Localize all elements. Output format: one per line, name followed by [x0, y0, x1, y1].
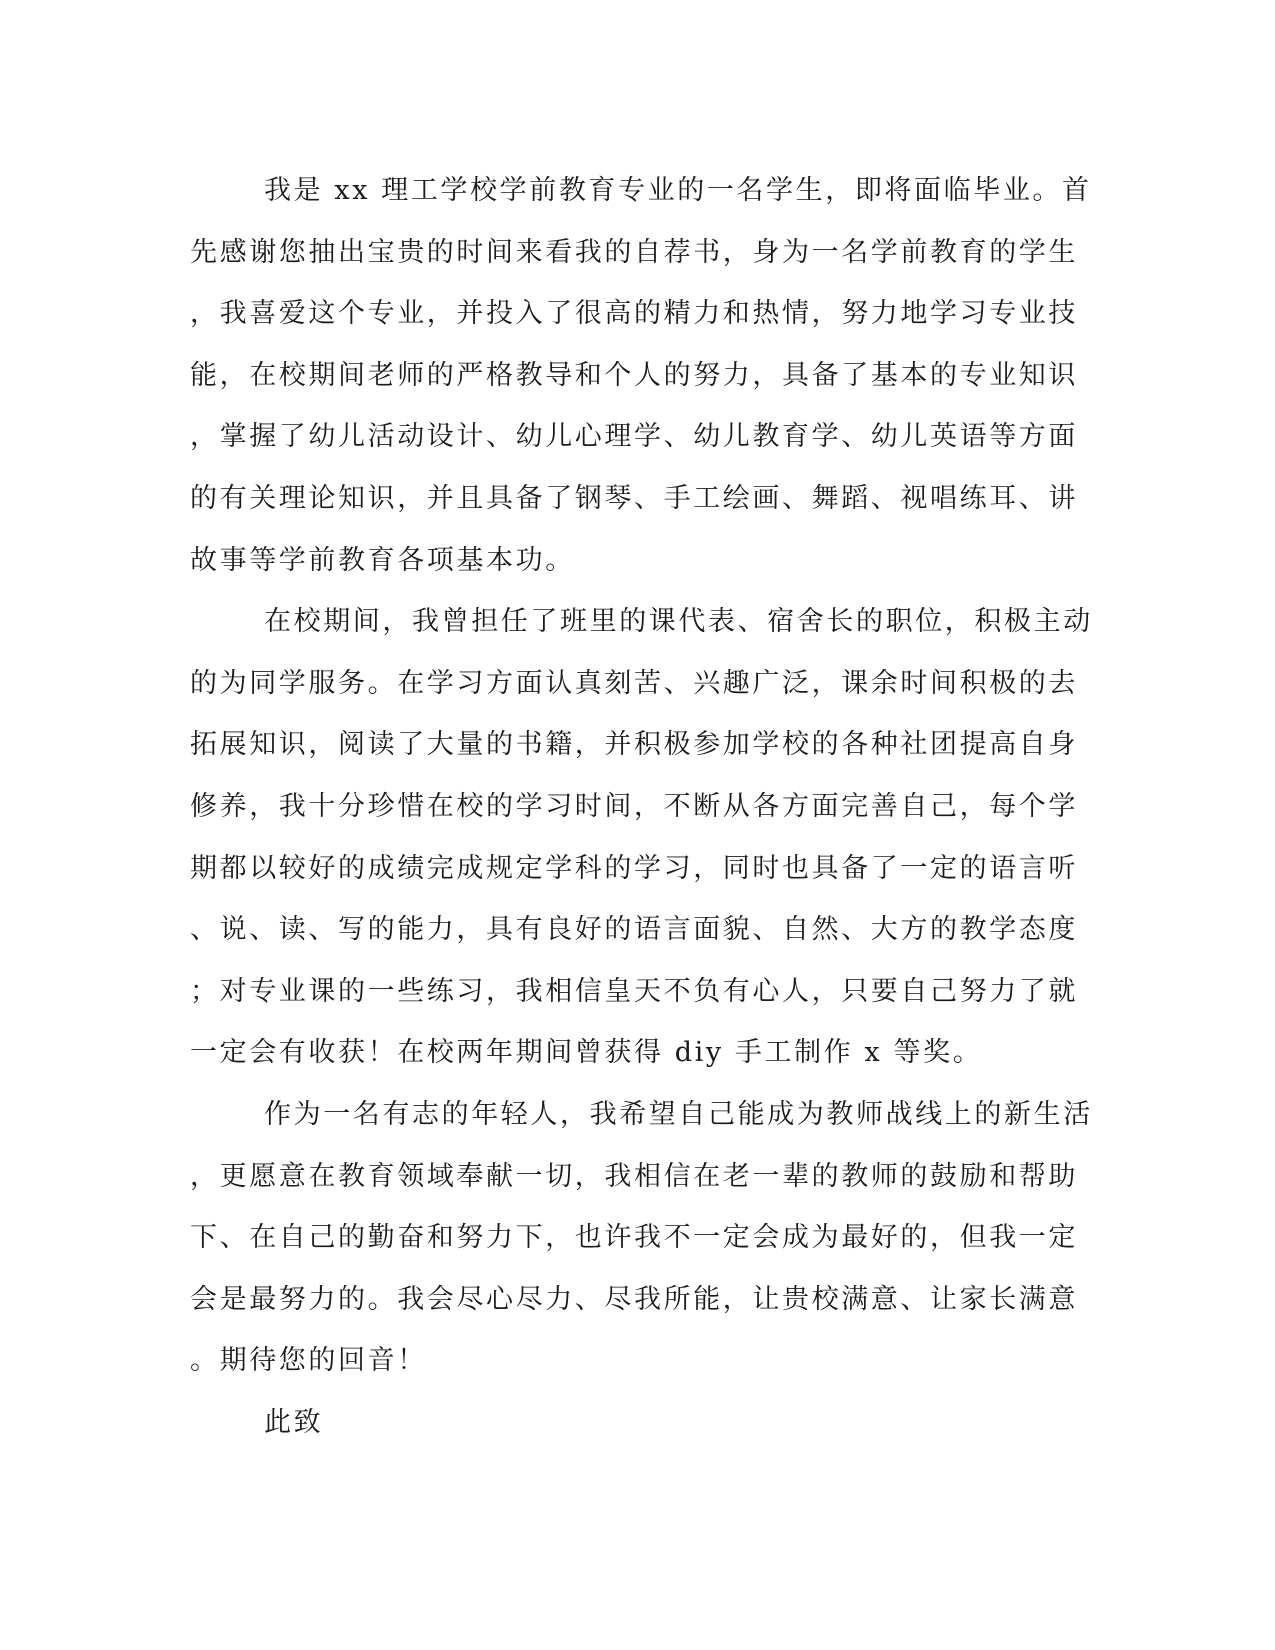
paragraph-3-line-5: 。期待您的回音！ — [190, 1345, 427, 1377]
paragraph-2-line-2: 的为同学服务。在学习方面认真刻苦、兴趣广泛，课余时间积极的去 — [190, 667, 1078, 699]
paragraph-1-line-5: ，掌握了幼儿活动设计、幼儿心理学、幼儿教育学、幼儿英语等方面 — [190, 421, 1078, 453]
paragraph-3-line-2: ，更愿意在教育领域奉献一切，我相信在老一辈的教师的鼓励和帮助 — [190, 1160, 1078, 1192]
paragraph-2-line-4: 修养，我十分珍惜在校的学习时间，不断从各方面完善自己，每个学 — [190, 790, 1078, 822]
paragraph-2-line-5: 期都以较好的成绩完成规定学科的学习，同时也具备了一定的语言听 — [190, 852, 1078, 884]
paragraph-1-line-2: 先感谢您抽出宝贵的时间来看我的自荐书，身为一名学前教育的学生 — [190, 236, 1078, 268]
paragraph-2-line-7: ；对专业课的一些练习，我相信皇天不负有心人，只要自己努力了就 — [190, 975, 1078, 1007]
paragraph-1-line-4: 能，在校期间老师的严格教导和个人的努力，具备了基本的专业知识 — [190, 359, 1078, 391]
paragraph-3-line-4: 会是最努力的。我会尽心尽力、尽我所能，让贵校满意、让家长满意 — [190, 1283, 1078, 1315]
paragraph-3-line-3: 下、在自己的勤奋和努力下，也许我不一定会成为最好的，但我一定 — [190, 1222, 1078, 1254]
paragraph-2-line-8: 一定会有收获！在校两年期间曾获得 diy 手工制作 x 等奖。 — [190, 1037, 983, 1069]
paragraph-2-line-1: 在校期间，我曾担任了班里的课代表、宿舍长的职位，积极主动 — [264, 606, 1093, 638]
paragraph-1-line-1: 我是 xx 理工学校学前教育专业的一名学生，即将面临毕业。首 — [264, 175, 1092, 206]
letter-body — [190, 160, 1093, 1453]
paragraph-2-line-6: 、说、读、写的能力，具有良好的语言面貌、自然、大方的教学态度 — [190, 914, 1078, 946]
paragraph-1-line-6: 的有关理论知识，并且具备了钢琴、手工绘画、舞蹈、视唱练耳、讲 — [190, 482, 1078, 514]
paragraph-3-line-1: 作为一名有志的年轻人，我希望自己能成为教师战线上的新生活 — [264, 1098, 1093, 1130]
paragraph-1-line-7: 故事等学前教育各项基本功。 — [190, 544, 575, 576]
paragraph-2-line-3: 拓展知识，阅读了大量的书籍，并积极参加学校的各种社团提高自身 — [190, 729, 1078, 761]
closing-salutation: 此致 — [264, 1406, 324, 1438]
paragraph-1-line-3: ，我喜爱这个专业，并投入了很高的精力和热情，努力地学习专业技 — [190, 298, 1078, 330]
